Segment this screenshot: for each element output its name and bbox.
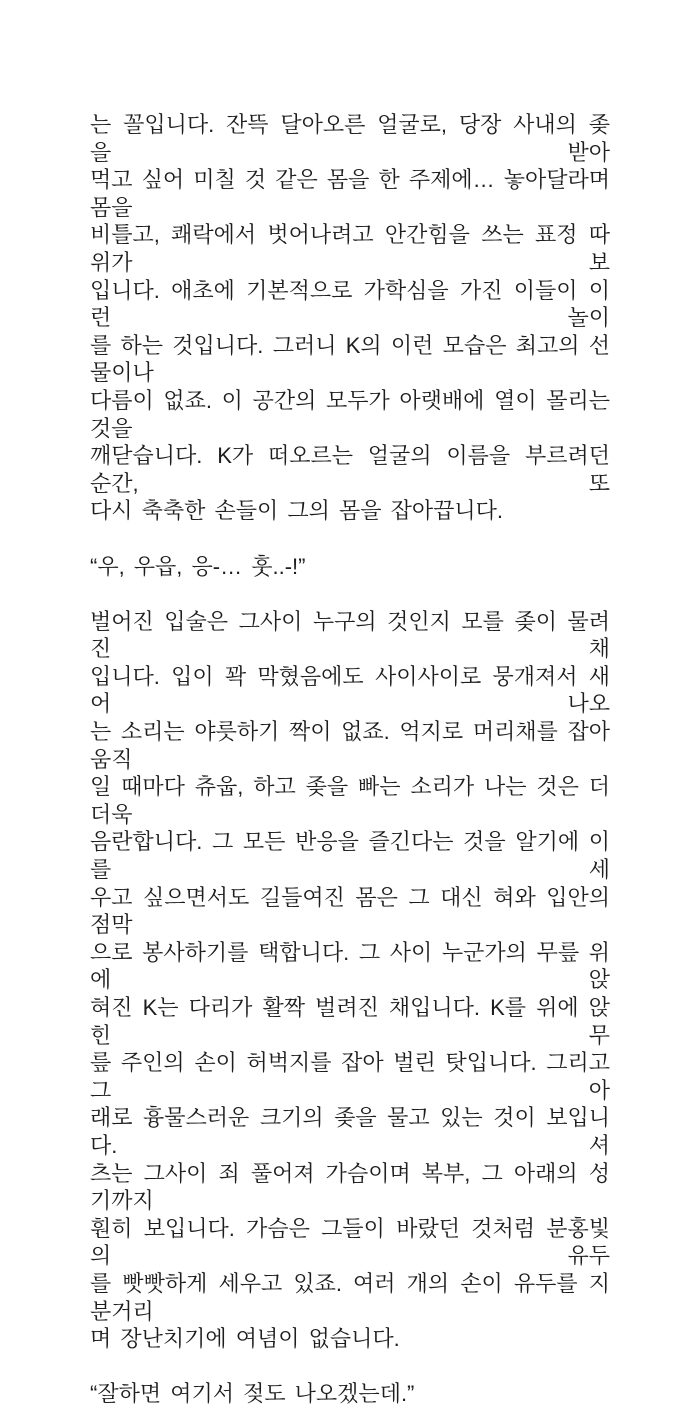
text-line: 깨닫습니다. K가 떠오르는 얼굴의 이름을 부르려던 순간, 또 [90,443,610,496]
text-line: 래로 흉물스러운 크기의 좆을 물고 있는 것이 보입니다. 셔 [90,1105,610,1158]
text-line: 혀진 K는 다리가 활짝 벌려진 채입니다. K를 위에 앉힌 무 [90,995,610,1048]
text-line: 입니다. 입이 꽉 막혔음에도 사이사이로 뭉개져서 새어 나오 [90,663,610,717]
paragraph-narration-1 [90,111,610,525]
text-line: 훤히 보입니다. 가슴은 그들이 바랐던 것처럼 분홍빛의 유두 [90,1215,610,1269]
paragraph-dialogue-1 [90,553,610,581]
text-line: 벌어진 입술은 그사이 누구의 것인지 모를 좆이 물려진 채 [90,608,610,662]
text-line: 입니다. 애초에 기본적으로 가학심을 가진 이들이 이런 놀이 [90,277,610,331]
text-line: 다시 축축한 손들이 그의 몸을 잡아끕니다. [90,498,503,524]
text-line: 우고 싶으면서도 길들여진 몸은 그 대신 혀와 입안의 점막 [90,884,610,938]
text-line: 츠는 그사이 죄 풀어져 가슴이며 복부, 그 아래의 성기까지 [90,1160,610,1214]
text-line: 으로 봉사하기를 택합니다. 그 사이 누군가의 무릎 위에 앉 [90,939,610,993]
text-line: 일 때마다 츄웁, 하고 좆을 빠는 소리가 나는 것은 더더욱 [90,774,610,827]
dialogue-line: “잘하면 여기서 젖도 나오겠는데.” [90,1381,415,1407]
dialogue-line: “우, 우읍, 응-… 훗..-!” [90,553,306,579]
paragraph-narration-2 [90,608,610,1353]
text-line: 릎 주인의 손이 허벅지를 잡아 벌린 탓입니다. 그리고 그 아 [90,1050,610,1103]
text-line: 를 하는 것입니다. 그러니 K의 이런 모습은 최고의 선물이나 [90,332,610,386]
text-line: 음란합니다. 그 모든 반응을 즐긴다는 것을 알기에 이를 세 [90,829,610,883]
paragraph-dialogue-2 [90,1380,610,1408]
text-line: 는 꼴입니다. 잔뜩 달아오른 얼굴로, 당장 사내의 좆을 받아 [90,112,610,165]
text-line: 비틀고, 쾌락에서 벗어나려고 안간힘을 쓰는 표정 따위가 보 [90,222,610,275]
text-line: 는 소리는 야릇하기 짝이 없죠. 억지로 머리채를 잡아 움직 [90,719,610,772]
text-line: 먹고 싶어 미칠 것 같은 몸을 한 주제에… 놓아달라며 몸을 [90,167,610,220]
text-line: 다름이 없죠. 이 공간의 모두가 아랫배에 열이 몰리는 것을 [90,387,610,441]
text-line: 며 장난치기에 여념이 없습니다. [90,1326,400,1352]
text-line: 를 빳빳하게 세우고 있죠. 여러 개의 손이 유두를 지분거리 [90,1270,610,1324]
